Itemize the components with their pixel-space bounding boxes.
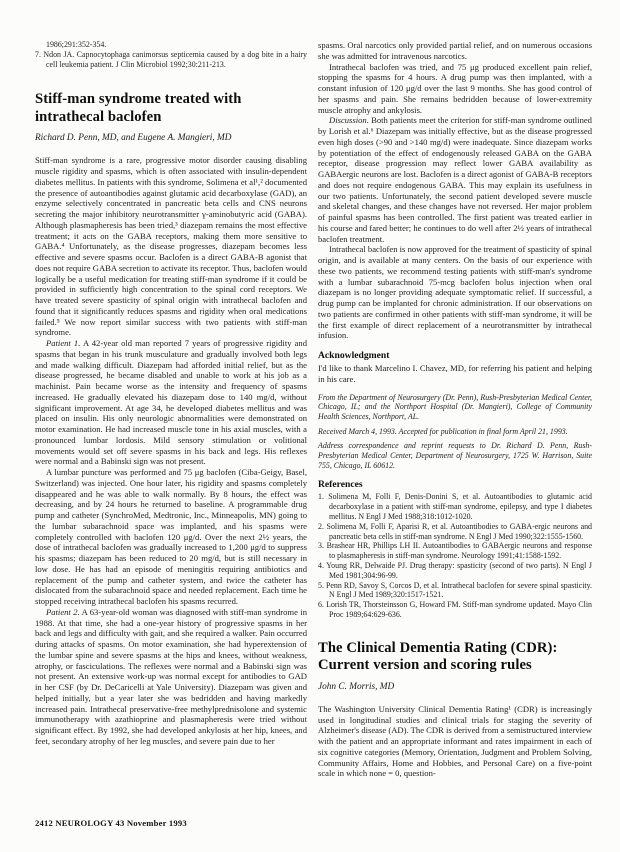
reference-item-2: 2. Solimena M, Folli F, Aparisi R, et al. Autoantibodies to GABA-ergic neurons and pancreatic beta cells in stiff-man syndrome. N Engl J Med 1990;322:1555-1560. bbox=[318, 521, 592, 541]
article1-reference-list bbox=[318, 492, 592, 619]
article1-title: Stiff-man syndrome treated with intrathecal baclofen bbox=[35, 91, 242, 125]
page-footer bbox=[35, 818, 187, 828]
article1-paragraph-patient2 bbox=[35, 607, 307, 747]
article1-paragraph-discussion bbox=[318, 115, 592, 244]
patient1-lead: Patient 1. bbox=[46, 338, 81, 349]
reference-item-7: 7. Ndon JA. Capnocytophaga canimorsus septicemia caused by a dog bite in a hairy cell leukemia patient. J Clin Microbiol 1992;30:211-213. bbox=[35, 49, 307, 69]
received-note: Received March 4, 1993. Accepted for publication in final form April 21, 1993. bbox=[318, 426, 568, 436]
previous-article-references bbox=[35, 40, 307, 69]
article2-title: The Clinical Dementia Rating (CDR): Current version and scoring rules bbox=[318, 639, 558, 674]
affiliations-note: From the Department of Neurosurgery (Dr. Penn), Rush-Presbyterian Medical Center, Chicago, IL; and the Northport Hospital (Dr. Mangieri), College of Community Health Sciences, Northport, AL. bbox=[318, 392, 592, 421]
reference-item-5: 5. Penn RD, Savoy S, Corcos D, et al. Intrathecal baclofen for severe spinal spasticity. N Engl J Med 1989;320:1517-1521. bbox=[318, 580, 592, 600]
article1-paragraph-conclusion: Intrathecal baclofen is now approved for the treatment of spasticity of spinal origin, and is available at many centers. On the basis of our experience with these two patients, we recommend testing patients with stiff-man's syndrome with a lumbar subarachnoid 75-mcg baclofen bolus injection when oral diazepam is no longer providing adequate symptomatic relief. If successful, a drug pump can be implanted for chronic administration. If our observations on two patients are confirmed in other patients with stiff-man syndrome, it will be the first example of direct replacement of a neurotransmitter by intrathecal infusion. bbox=[318, 244, 592, 341]
discussion-text: Both patients meet the criterion for stiff-man syndrome outlined by Lorish et al.⁶ Diazepam was initially effective, but as the disease progressed even high doses (>90 and >140 mg/d) were inadequate. Since diazepam works by potentiation of the effect of endogenously released GABA on the GABA receptor, disease progression may reflect lower GABA availability as GABAergic neurons are lost. Baclofen is a direct agonist of GABA-B receptors and does not require endogenous GABA. This may explain its usefulness in our two patients. Unfortunately, the second patient developed severe muscle and skeletal changes, and these changes have not reversed. Her major problem of painful spasms has been controlled. The first patient was treated earlier in his course and fared better; he continues to do well after 2½ years of intrathecal baclofen treatment. bbox=[318, 115, 592, 244]
patient1-text: A 42-year old man reported 7 years of progressive rigidity and spasms that began in his trunk musculature and gradually involved both legs and made walking difficult. Diazepam had afforded initial relief, but as the disease progressed, he became disabled and unable to work at his job as a machinist. Pain became worse as the intensity and frequency of spasms increased. He gradually elevated his diazepam dose to 140 mg/d, without significant improvement. At age 34, he developed diabetes mellitus and was placed on insulin. His only neurologic abnormalities were demonstrated on motor examination. He had increased muscle tone in his axial muscles, with a pronounced lumbar lordosis. Mild sensory stimulation or volitional movements would set off severe spasms in his back and legs. His reflexes were normal and a Babinski sign was not present. bbox=[35, 338, 307, 467]
article1-paragraph-lumbar-puncture: A lumbar puncture was performed and 75 μg baclofen (Ciba-Geigy, Basel, Switzerland) was injected. One hour later, his rigidity and spasms completely disappeared and he was able to walk normally. By 8 hours, the effect was decreasing, and by 24 hours he returned to baseline. A programmable drug pump and catheter (SynchroMed, Medtronic, Inc., Minneapolis, MN) going to the lumbar subarachnoid space was implanted, and his spasms were completely controlled with baclofen 120 μg/d. Over the next 2½ years, the dose of intrathecal baclofen was gradually increased to 1,200 μg/d to suppress his spasms; diazepam has been reduced to 20 mg/d, but is still necessary in low dose. He has had an episode of meningitis requiring antibiotics and replacement of the pump and catheter system, and twice the catheter has dislocated from the subarachnoid space and needed replacement. Each time he stopped receiving intrathecal baclofen his spasms recurred. bbox=[35, 467, 307, 607]
article2-paragraph-intro: The Washington University Clinical Dementia Rating¹ (CDR) is increasingly used in longitudinal studies and clinical trials for staging the severity of Alzheimer's disease (AD). The CDR is derived from a semistructured interview with the patient and an appropriate informant and rates impairment in each of six cognitive categories (Memory, Orientation, Judgment and Problem Solving, Community Affairs, Home and Hobbies, and Personal Care) on a five-point scale in which none = 0, question- bbox=[318, 703, 592, 779]
article1-authors: Richard D. Penn, MD, and Eugene A. Mangieri, MD bbox=[35, 133, 232, 144]
right-column bbox=[318, 40, 592, 779]
patient2-text: A 63-year-old woman was diagnosed with stiff-man syndrome in 1988. At that time, she had a one-year history of progressive spasms in her back and legs and difficulty with gait, and she required a walker. Pain occurred during attacks of spasms. On motor examination, she had hyperextension of the lumbar spine and severe spasms at the hips and knees, without weakness, atrophy, or fasciculations. The reflexes were normal and a Babinski sign was not present. An extensive work-up was normal except for antibodies to GAD in her CSF (by Dr. DeCaricelli at Yale University). Diazepam was given and helped initially, but a year later she was bedridden and having markedly increased pain. Intrathecal preservative-free methylprednisolone and systemic immunotherapy with azathioprine and plasmapheresis were tried without significant effect. By 1992, she had developed ankylosis at her hip, knees, and feet, secondary atrophy of her leg muscles, and severe pain due to her bbox=[35, 606, 307, 746]
discussion-lead: Discussion. bbox=[329, 115, 369, 126]
article1-front-matter bbox=[318, 393, 592, 471]
article1-paragraph-patient1 bbox=[35, 338, 307, 467]
left-column bbox=[35, 40, 307, 747]
acknowledgment-text: I'd like to thank Marcelino I. Chavez, MD, for referring his patient and helping in his care. bbox=[318, 363, 592, 384]
correspondence-note: Address correspondence and reprint requests to Dr. Richard D. Penn, Rush-Presbyterian Medical Center, Department of Neurosurgery, 1725 W. Harrison, Suite 755, Chicago, IL 60612. bbox=[318, 441, 592, 470]
reference-item-4: 4. Young RR, Delwaide PJ. Drug therapy: spasticity (second of two parts). N Engl J Med 1981;304:96-99. bbox=[318, 561, 592, 580]
article1-paragraph-pump-result: Intrathecal baclofen was tried, and 75 μg produced excellent pain relief, stopping the spasms for 4 hours. A drug pump was then implanted, with a constant infusion of 120 μg/d over the last 9 months. She has good control of her spasms and pain. She remains bedridden because of lower-extremity muscle atrophy and ankylosis. bbox=[318, 61, 592, 115]
reference-continuation-line: 1986;291:352-354. bbox=[46, 40, 107, 49]
reference-item-3: 3. Brashear HR, Phillips LH II. Autoantibodies to GABAergic neurons and response to plasmapheresis in stiff-man syndrome. Neurology 1991;41:1588-1592. bbox=[318, 541, 592, 561]
article1-paragraph-patient2-continued: spasms. Oral narcotics only provided partial relief, and on numerous occasions she was admitted for intravenous narcotics. bbox=[318, 40, 592, 61]
reference-item-6: 6. Lorish TR, Thorsteinsson G, Howard FM. Stiff-man syndrome updated. Mayo Clin Proc 1989;64:629-636. bbox=[318, 600, 592, 619]
reference-item-1: 1. Solimena M, Folli F, Denis-Donini S, et al. Autoantibodies to glutamic acid decarboxylase in a patient with stiff-man syndrome, epilepsy, and type I diabetes mellitus. N Engl J Med 1988;318:1012-1020. bbox=[318, 492, 592, 522]
page-footer-text: 2412 NEUROLOGY 43 November 1993 bbox=[35, 818, 187, 828]
acknowledgment-heading: Acknowledgment bbox=[318, 350, 390, 361]
references-heading: References bbox=[318, 479, 363, 491]
article1-paragraph-intro: Stiff-man syndrome is a rare, progressive motor disorder causing disabling muscle rigidity and spasms, which is often associated with insulin-dependent diabetes mellitus. In patients with this syndrome, Solimena et al¹,² documented the presence of autoantibodies against glutamic acid decarboxylase (GAD), an enzyme selectively concentrated in pancreatic beta cells and CNS neurons secreting the major inhibitory neurotransmitter γ-aminobutyric acid (GABA). Although plasmapheresis has been tried,³ diazepam remains the most effective treatment; it acts on the GABA receptors, making them more sensitive to GABA.⁴ Unfortunately, as the disease progresses, diazepam becomes less effective and severe spasms occur. Baclofen is a direct GABA-B agonist that does not require GABA secretion to activate its receptor. Thus, baclofen would logically be a useful medication for treating stiff-man syndrome if it could be provided in sufficiently high concentration to the spinal cord receptors. We have treated severe spasticity of spinal origin with intrathecal baclofen and found that it significantly reduces spasms and rigidity when oral medications failed.⁵ We now report similar success with two patients with stiff-man syndrome. bbox=[35, 155, 307, 338]
article2-authors: John C. Morris, MD bbox=[318, 681, 395, 692]
patient2-lead: Patient 2. bbox=[46, 606, 80, 617]
